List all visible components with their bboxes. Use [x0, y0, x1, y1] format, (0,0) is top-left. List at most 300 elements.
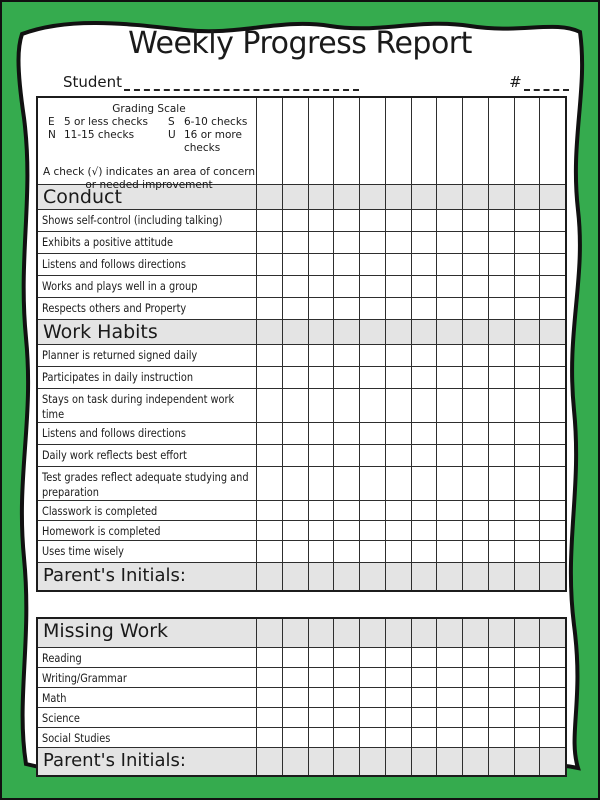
- check-cell[interactable]: [489, 98, 515, 184]
- check-cell[interactable]: [334, 501, 360, 520]
- check-cell[interactable]: [386, 367, 412, 388]
- check-cell[interactable]: [463, 688, 489, 707]
- check-cell[interactable]: [360, 389, 386, 422]
- check-cell[interactable]: [257, 445, 283, 466]
- check-cell[interactable]: [515, 98, 541, 184]
- check-cell[interactable]: [334, 345, 360, 366]
- check-cell[interactable]: [257, 185, 283, 209]
- check-cell[interactable]: [360, 619, 386, 647]
- check-cell[interactable]: [437, 298, 463, 319]
- check-cell[interactable]: [360, 688, 386, 707]
- check-cell[interactable]: [334, 232, 360, 253]
- check-cell[interactable]: [540, 276, 565, 297]
- check-cell[interactable]: [360, 748, 386, 775]
- check-cell[interactable]: [309, 648, 335, 667]
- check-cell[interactable]: [386, 648, 412, 667]
- check-cell[interactable]: [489, 748, 515, 775]
- check-cell[interactable]: [489, 232, 515, 253]
- check-cell[interactable]: [463, 345, 489, 366]
- check-cell[interactable]: [309, 320, 335, 344]
- check-cell[interactable]: [463, 563, 489, 590]
- check-cell[interactable]: [489, 619, 515, 647]
- check-cell[interactable]: [412, 389, 438, 422]
- check-cell[interactable]: [283, 728, 309, 747]
- check-cell[interactable]: [257, 501, 283, 520]
- check-cell[interactable]: [437, 367, 463, 388]
- check-cell[interactable]: [386, 185, 412, 209]
- check-cell[interactable]: [437, 345, 463, 366]
- check-cell[interactable]: [540, 367, 565, 388]
- check-cell[interactable]: [283, 185, 309, 209]
- check-cell[interactable]: [360, 367, 386, 388]
- check-cell[interactable]: [386, 423, 412, 444]
- check-cell[interactable]: [257, 254, 283, 275]
- check-cell[interactable]: [515, 276, 541, 297]
- check-cell[interactable]: [334, 298, 360, 319]
- check-cell[interactable]: [360, 541, 386, 562]
- check-cell[interactable]: [489, 648, 515, 667]
- check-cell[interactable]: [257, 467, 283, 500]
- check-cell[interactable]: [540, 748, 565, 775]
- check-cell[interactable]: [515, 521, 541, 540]
- check-cell[interactable]: [515, 232, 541, 253]
- check-cell[interactable]: [437, 389, 463, 422]
- check-cell[interactable]: [412, 619, 438, 647]
- check-cell[interactable]: [437, 668, 463, 687]
- check-cell[interactable]: [334, 389, 360, 422]
- check-cell[interactable]: [309, 276, 335, 297]
- check-cell[interactable]: [360, 320, 386, 344]
- check-cell[interactable]: [489, 708, 515, 727]
- check-cell[interactable]: [360, 563, 386, 590]
- check-cell[interactable]: [515, 210, 541, 231]
- check-cell[interactable]: [489, 688, 515, 707]
- check-cell[interactable]: [489, 728, 515, 747]
- check-cell[interactable]: [463, 467, 489, 500]
- check-cell[interactable]: [540, 320, 565, 344]
- check-cell[interactable]: [386, 521, 412, 540]
- check-cell[interactable]: [283, 423, 309, 444]
- check-cell[interactable]: [309, 254, 335, 275]
- check-cell[interactable]: [540, 423, 565, 444]
- check-cell[interactable]: [257, 98, 283, 184]
- check-cell[interactable]: [334, 445, 360, 466]
- check-cell[interactable]: [386, 563, 412, 590]
- check-cell[interactable]: [360, 445, 386, 466]
- check-cell[interactable]: [360, 232, 386, 253]
- check-cell[interactable]: [412, 320, 438, 344]
- check-cell[interactable]: [463, 748, 489, 775]
- check-cell[interactable]: [463, 423, 489, 444]
- check-cell[interactable]: [334, 521, 360, 540]
- check-cell[interactable]: [540, 501, 565, 520]
- check-cell[interactable]: [257, 619, 283, 647]
- check-cell[interactable]: [437, 728, 463, 747]
- check-cell[interactable]: [257, 423, 283, 444]
- check-cell[interactable]: [437, 232, 463, 253]
- check-cell[interactable]: [334, 748, 360, 775]
- check-cell[interactable]: [334, 668, 360, 687]
- check-cell[interactable]: [257, 563, 283, 590]
- check-cell[interactable]: [540, 688, 565, 707]
- check-cell[interactable]: [334, 210, 360, 231]
- check-cell[interactable]: [283, 541, 309, 562]
- check-cell[interactable]: [437, 648, 463, 667]
- check-cell[interactable]: [515, 541, 541, 562]
- check-cell[interactable]: [386, 688, 412, 707]
- check-cell[interactable]: [309, 521, 335, 540]
- check-cell[interactable]: [515, 501, 541, 520]
- check-cell[interactable]: [309, 501, 335, 520]
- check-cell[interactable]: [412, 648, 438, 667]
- check-cell[interactable]: [463, 98, 489, 184]
- check-cell[interactable]: [540, 389, 565, 422]
- check-cell[interactable]: [334, 320, 360, 344]
- check-cell[interactable]: [540, 232, 565, 253]
- check-cell[interactable]: [257, 708, 283, 727]
- check-cell[interactable]: [463, 232, 489, 253]
- check-cell[interactable]: [386, 668, 412, 687]
- check-cell[interactable]: [489, 367, 515, 388]
- check-cell[interactable]: [540, 619, 565, 647]
- check-cell[interactable]: [334, 185, 360, 209]
- check-cell[interactable]: [515, 389, 541, 422]
- check-cell[interactable]: [309, 668, 335, 687]
- check-cell[interactable]: [257, 521, 283, 540]
- check-cell[interactable]: [257, 298, 283, 319]
- check-cell[interactable]: [386, 619, 412, 647]
- check-cell[interactable]: [437, 563, 463, 590]
- check-cell[interactable]: [309, 367, 335, 388]
- check-cell[interactable]: [540, 521, 565, 540]
- check-cell[interactable]: [463, 320, 489, 344]
- check-cell[interactable]: [463, 521, 489, 540]
- check-cell[interactable]: [489, 298, 515, 319]
- check-cell[interactable]: [283, 298, 309, 319]
- check-cell[interactable]: [360, 276, 386, 297]
- check-cell[interactable]: [386, 98, 412, 184]
- check-cell[interactable]: [309, 619, 335, 647]
- check-cell[interactable]: [489, 541, 515, 562]
- check-cell[interactable]: [283, 467, 309, 500]
- check-cell[interactable]: [309, 423, 335, 444]
- check-cell[interactable]: [334, 254, 360, 275]
- check-cell[interactable]: [463, 276, 489, 297]
- check-cell[interactable]: [437, 254, 463, 275]
- check-cell[interactable]: [360, 345, 386, 366]
- check-cell[interactable]: [489, 668, 515, 687]
- check-cell[interactable]: [412, 521, 438, 540]
- check-cell[interactable]: [309, 748, 335, 775]
- check-cell[interactable]: [283, 688, 309, 707]
- check-cell[interactable]: [360, 708, 386, 727]
- check-cell[interactable]: [309, 98, 335, 184]
- check-cell[interactable]: [515, 254, 541, 275]
- check-cell[interactable]: [463, 210, 489, 231]
- check-cell[interactable]: [283, 254, 309, 275]
- check-cell[interactable]: [515, 708, 541, 727]
- check-cell[interactable]: [360, 668, 386, 687]
- check-cell[interactable]: [489, 345, 515, 366]
- check-cell[interactable]: [489, 210, 515, 231]
- check-cell[interactable]: [412, 748, 438, 775]
- check-cell[interactable]: [540, 668, 565, 687]
- check-cell[interactable]: [437, 320, 463, 344]
- check-cell[interactable]: [386, 232, 412, 253]
- check-cell[interactable]: [437, 445, 463, 466]
- student-name-line[interactable]: [124, 75, 359, 91]
- check-cell[interactable]: [540, 254, 565, 275]
- check-cell[interactable]: [360, 423, 386, 444]
- check-cell[interactable]: [463, 501, 489, 520]
- check-cell[interactable]: [283, 345, 309, 366]
- check-cell[interactable]: [309, 445, 335, 466]
- check-cell[interactable]: [283, 210, 309, 231]
- check-cell[interactable]: [257, 210, 283, 231]
- check-cell[interactable]: [463, 445, 489, 466]
- check-cell[interactable]: [437, 688, 463, 707]
- check-cell[interactable]: [463, 367, 489, 388]
- check-cell[interactable]: [283, 619, 309, 647]
- check-cell[interactable]: [283, 748, 309, 775]
- check-cell[interactable]: [515, 367, 541, 388]
- check-cell[interactable]: [334, 619, 360, 647]
- check-cell[interactable]: [283, 501, 309, 520]
- check-cell[interactable]: [257, 232, 283, 253]
- check-cell[interactable]: [463, 728, 489, 747]
- check-cell[interactable]: [489, 254, 515, 275]
- check-cell[interactable]: [515, 423, 541, 444]
- check-cell[interactable]: [489, 320, 515, 344]
- check-cell[interactable]: [283, 708, 309, 727]
- check-cell[interactable]: [309, 389, 335, 422]
- check-cell[interactable]: [489, 445, 515, 466]
- check-cell[interactable]: [283, 389, 309, 422]
- check-cell[interactable]: [386, 748, 412, 775]
- check-cell[interactable]: [309, 688, 335, 707]
- check-cell[interactable]: [489, 521, 515, 540]
- check-cell[interactable]: [489, 185, 515, 209]
- check-cell[interactable]: [283, 668, 309, 687]
- check-cell[interactable]: [540, 648, 565, 667]
- check-cell[interactable]: [437, 98, 463, 184]
- check-cell[interactable]: [463, 185, 489, 209]
- check-cell[interactable]: [412, 185, 438, 209]
- check-cell[interactable]: [257, 345, 283, 366]
- check-cell[interactable]: [540, 467, 565, 500]
- check-cell[interactable]: [386, 320, 412, 344]
- check-cell[interactable]: [412, 668, 438, 687]
- check-cell[interactable]: [489, 276, 515, 297]
- check-cell[interactable]: [360, 210, 386, 231]
- check-cell[interactable]: [257, 748, 283, 775]
- check-cell[interactable]: [309, 708, 335, 727]
- check-cell[interactable]: [463, 668, 489, 687]
- check-cell[interactable]: [334, 276, 360, 297]
- check-cell[interactable]: [437, 501, 463, 520]
- check-cell[interactable]: [386, 298, 412, 319]
- check-cell[interactable]: [412, 688, 438, 707]
- check-cell[interactable]: [412, 445, 438, 466]
- check-cell[interactable]: [515, 445, 541, 466]
- student-number-line[interactable]: [524, 75, 569, 91]
- check-cell[interactable]: [309, 563, 335, 590]
- check-cell[interactable]: [515, 320, 541, 344]
- check-cell[interactable]: [515, 563, 541, 590]
- check-cell[interactable]: [437, 423, 463, 444]
- check-cell[interactable]: [412, 708, 438, 727]
- check-cell[interactable]: [412, 423, 438, 444]
- check-cell[interactable]: [334, 423, 360, 444]
- check-cell[interactable]: [515, 748, 541, 775]
- check-cell[interactable]: [437, 619, 463, 647]
- check-cell[interactable]: [309, 298, 335, 319]
- check-cell[interactable]: [309, 541, 335, 562]
- check-cell[interactable]: [489, 501, 515, 520]
- check-cell[interactable]: [360, 521, 386, 540]
- check-cell[interactable]: [334, 728, 360, 747]
- check-cell[interactable]: [257, 276, 283, 297]
- check-cell[interactable]: [360, 185, 386, 209]
- check-cell[interactable]: [309, 728, 335, 747]
- check-cell[interactable]: [386, 501, 412, 520]
- check-cell[interactable]: [386, 345, 412, 366]
- check-cell[interactable]: [540, 445, 565, 466]
- check-cell[interactable]: [412, 298, 438, 319]
- check-cell[interactable]: [283, 232, 309, 253]
- check-cell[interactable]: [257, 668, 283, 687]
- check-cell[interactable]: [386, 276, 412, 297]
- check-cell[interactable]: [540, 210, 565, 231]
- check-cell[interactable]: [515, 467, 541, 500]
- check-cell[interactable]: [283, 276, 309, 297]
- check-cell[interactable]: [437, 276, 463, 297]
- check-cell[interactable]: [437, 467, 463, 500]
- check-cell[interactable]: [386, 210, 412, 231]
- check-cell[interactable]: [386, 708, 412, 727]
- check-cell[interactable]: [463, 389, 489, 422]
- check-cell[interactable]: [412, 276, 438, 297]
- check-cell[interactable]: [412, 232, 438, 253]
- check-cell[interactable]: [283, 563, 309, 590]
- check-cell[interactable]: [515, 345, 541, 366]
- check-cell[interactable]: [283, 648, 309, 667]
- check-cell[interactable]: [386, 541, 412, 562]
- check-cell[interactable]: [540, 541, 565, 562]
- check-cell[interactable]: [412, 367, 438, 388]
- check-cell[interactable]: [257, 320, 283, 344]
- check-cell[interactable]: [334, 98, 360, 184]
- check-cell[interactable]: [437, 521, 463, 540]
- check-cell[interactable]: [463, 708, 489, 727]
- check-cell[interactable]: [412, 467, 438, 500]
- check-cell[interactable]: [309, 185, 335, 209]
- check-cell[interactable]: [540, 298, 565, 319]
- check-cell[interactable]: [360, 254, 386, 275]
- check-cell[interactable]: [309, 467, 335, 500]
- check-cell[interactable]: [360, 501, 386, 520]
- check-cell[interactable]: [412, 98, 438, 184]
- check-cell[interactable]: [412, 563, 438, 590]
- check-cell[interactable]: [540, 98, 565, 184]
- check-cell[interactable]: [360, 648, 386, 667]
- check-cell[interactable]: [515, 668, 541, 687]
- check-cell[interactable]: [463, 541, 489, 562]
- check-cell[interactable]: [515, 619, 541, 647]
- check-cell[interactable]: [257, 367, 283, 388]
- check-cell[interactable]: [309, 232, 335, 253]
- check-cell[interactable]: [437, 541, 463, 562]
- check-cell[interactable]: [283, 320, 309, 344]
- check-cell[interactable]: [386, 445, 412, 466]
- check-cell[interactable]: [360, 728, 386, 747]
- check-cell[interactable]: [540, 563, 565, 590]
- check-cell[interactable]: [412, 728, 438, 747]
- check-cell[interactable]: [489, 389, 515, 422]
- check-cell[interactable]: [334, 367, 360, 388]
- check-cell[interactable]: [412, 345, 438, 366]
- check-cell[interactable]: [463, 648, 489, 667]
- check-cell[interactable]: [257, 541, 283, 562]
- check-cell[interactable]: [283, 367, 309, 388]
- check-cell[interactable]: [412, 541, 438, 562]
- check-cell[interactable]: [283, 445, 309, 466]
- check-cell[interactable]: [540, 345, 565, 366]
- check-cell[interactable]: [386, 389, 412, 422]
- check-cell[interactable]: [515, 298, 541, 319]
- check-cell[interactable]: [257, 648, 283, 667]
- check-cell[interactable]: [515, 728, 541, 747]
- check-cell[interactable]: [489, 467, 515, 500]
- check-cell[interactable]: [463, 254, 489, 275]
- check-cell[interactable]: [334, 708, 360, 727]
- check-cell[interactable]: [360, 467, 386, 500]
- check-cell[interactable]: [360, 98, 386, 184]
- check-cell[interactable]: [334, 541, 360, 562]
- check-cell[interactable]: [257, 389, 283, 422]
- check-cell[interactable]: [412, 254, 438, 275]
- check-cell[interactable]: [489, 423, 515, 444]
- check-cell[interactable]: [437, 185, 463, 209]
- check-cell[interactable]: [412, 210, 438, 231]
- check-cell[interactable]: [334, 563, 360, 590]
- check-cell[interactable]: [463, 298, 489, 319]
- check-cell[interactable]: [309, 345, 335, 366]
- check-cell[interactable]: [489, 563, 515, 590]
- check-cell[interactable]: [386, 254, 412, 275]
- check-cell[interactable]: [257, 688, 283, 707]
- check-cell[interactable]: [412, 501, 438, 520]
- check-cell[interactable]: [334, 467, 360, 500]
- check-cell[interactable]: [515, 185, 541, 209]
- check-cell[interactable]: [540, 708, 565, 727]
- check-cell[interactable]: [283, 521, 309, 540]
- check-cell[interactable]: [334, 688, 360, 707]
- check-cell[interactable]: [386, 467, 412, 500]
- check-cell[interactable]: [437, 210, 463, 231]
- check-cell[interactable]: [334, 648, 360, 667]
- check-cell[interactable]: [309, 210, 335, 231]
- check-cell[interactable]: [437, 748, 463, 775]
- check-cell[interactable]: [283, 98, 309, 184]
- check-cell[interactable]: [360, 298, 386, 319]
- check-cell[interactable]: [463, 619, 489, 647]
- check-cell[interactable]: [540, 728, 565, 747]
- check-cell[interactable]: [540, 185, 565, 209]
- check-cell[interactable]: [515, 688, 541, 707]
- check-cell[interactable]: [437, 708, 463, 727]
- check-cell[interactable]: [257, 728, 283, 747]
